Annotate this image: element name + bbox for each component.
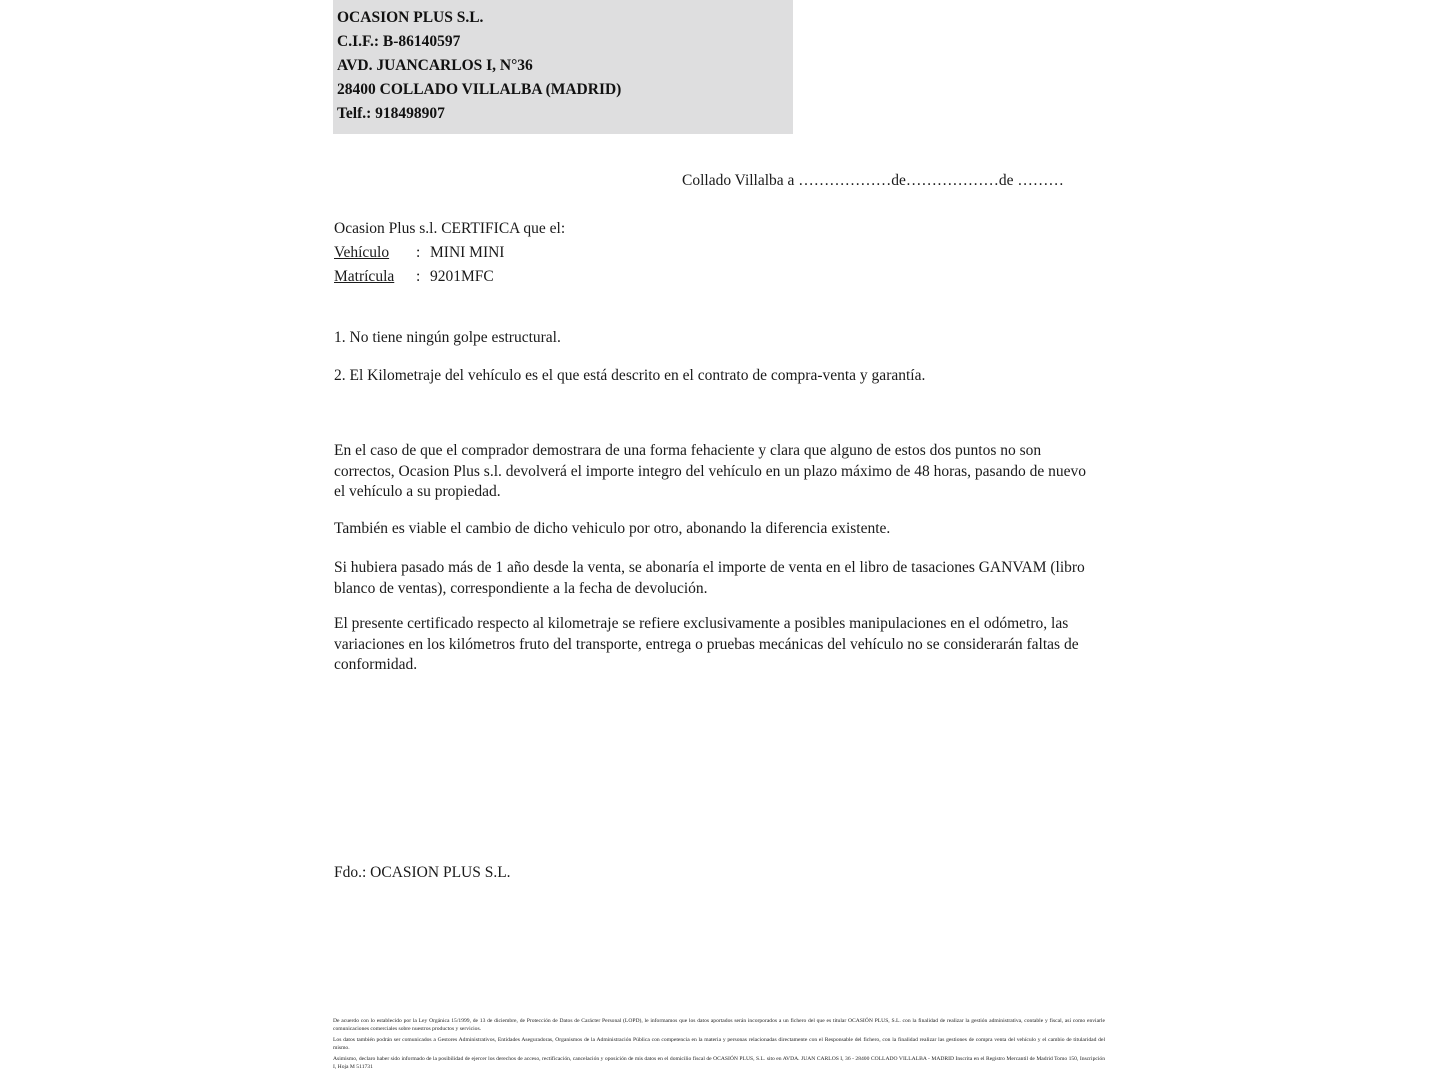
certification-block [334,217,565,289]
company-name: OCASION PLUS S.L. [337,9,484,26]
company-address: AVD. JUANCARLOS I, N°36 [337,57,533,74]
clause-odometer: El presente certificado respecto al kilometraje se refiere exclusivamente a posibles manipulaciones en el odómetro, las variaciones en los kilómetros fruto del transporte, entrega o pruebas mecánicas del vehículo no se considerarán faltas de conformidad. [334,615,1079,673]
clause-ganvam: Si hubiera pasado más de 1 año desde la venta, se abonaría el importe de venta en el libro de tasaciones GANVAM (libro blanco de ventas), correspondiente a la fecha de devolución. [334,559,1085,597]
company-letterhead [333,0,793,134]
plate-separator: : [416,268,421,285]
certification-intro: Ocasion Plus s.l. CERTIFICA que el: [334,220,566,237]
clause-exchange: También es viable el cambio de dicho vehiculo por otro, abonando la diferencia existente. [334,520,891,537]
vehicle-value: MINI MINI [430,244,505,261]
certified-point-2: 2. El Kilometraje del vehículo es el que está descrito en el contrato de compra-venta y garantía. [334,367,926,384]
company-phone: Telf.: 918498907 [337,105,445,122]
legal-paragraph-1: De acuerdo con lo establecido por la Ley Orgánica 15/1999, de 13 de diciembre, de Protección de Datos de Carácter Personal (LOPD), le informamos que los datos aportados serán incorporados a un fichero del que es titular OCASIÓN PLUS, S.L. con la finalidad de realizar la gestión administrativa, contable y fiscal, así como enviarle comunicaciones comerciales sobre nuestros productos y servicios. [333,1018,1105,1032]
vehicle-label: Vehículo [334,244,390,261]
vehicle-separator: : [416,244,421,261]
legal-footnote [333,1018,1105,1072]
legal-paragraph-2: Los datos también podrán ser comunicados a Gestores Administrativos, Entidades Aseguradoras, Organismos de la Administración Pública con competencia en la materia y personas relacionadas directamente con el Responsable del fichero, con la finalidad realizar las gestiones de compra venta del vehículo y el cambio de titularidad del mismo. [333,1037,1105,1051]
vehicle-row [334,241,565,265]
plate-label: Matrícula [334,268,395,285]
clause-refund: En el caso de que el comprador demostrara de una forma fehaciente y clara que alguno de estos dos puntos no son correctos, Ocasion Plus s.l. devolverá el importe integro del vehículo en un plazo máximo de 48 horas, pasando de nuevo el vehículo a su propiedad. [334,442,1086,500]
date-line: Collado Villalba a ………………de………………de ……… [682,172,1064,189]
signature-line: Fdo.: OCASION PLUS S.L. [334,864,511,881]
plate-row [334,265,565,289]
certified-point-1: 1. No tiene ningún golpe estructural. [334,329,561,346]
legal-paragraph-3: Asimismo, declaro haber sido informado de la posibilidad de ejercer los derechos de acceso, rectificación, cancelación y oposición de mis datos en el domicilio fiscal de OCASIÓN PLUS, S.L. sito en AVDA. JUAN CARLOS I, 36 - 28400 COLLADO VILLALBA - MADRID Inscrita en el Registro Mercantil de Madrid Tomo 150, Inscripción I, Hoja M 511731 [333,1056,1105,1070]
company-cif: C.I.F.: B-86140597 [337,33,461,50]
plate-value: 9201MFC [430,268,494,285]
company-city: 28400 COLLADO VILLALBA (MADRID) [337,81,622,98]
